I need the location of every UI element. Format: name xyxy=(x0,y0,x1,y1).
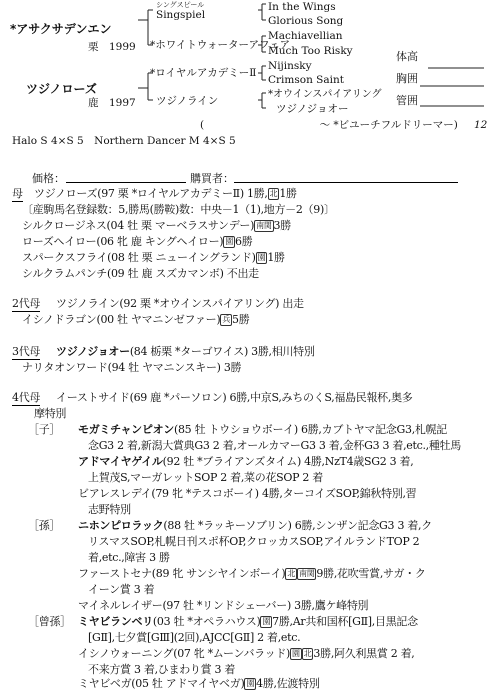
dam-line-2: シルクロージネス(04 牡 栗 マーベラスサンデー) 南関 3勝 xyxy=(22,219,291,232)
g2-line-0: ツジノライン(92 栗 *オウインスパイアリング) 出走 xyxy=(56,297,304,310)
g4-line-6: アドマイヤゲイル(92 牡 *ブライアンズタイム) 4勝,NzT4歳SG2 3 着, xyxy=(78,455,414,468)
dam-line-0: ツジノローズ(97 栗 *ロイヤルアカデミーⅡ) 1勝, 北 1勝 xyxy=(34,187,297,200)
sire-dam-name: *ホワイトウォーターアフェア xyxy=(150,39,290,51)
grandchildren-label: ［孫］ xyxy=(28,519,61,532)
sire-sire-name: Singspiel xyxy=(156,9,206,21)
g4-line-15: 着,etc.,障害 3 勝 xyxy=(88,551,170,564)
g4-line-10: 志野特別 xyxy=(88,503,131,516)
g3-5: Nijinsky xyxy=(268,60,312,72)
sire-info: 栗 1999 xyxy=(88,41,136,53)
g4-line-16: ファーストセナ(89 牝 サンシヤインボーイ) 北 南関 9勝,花吹雪賞,サガ・ク xyxy=(78,567,426,580)
inbreeding: Halo S 4×S 5 Northern Dancer M 4×S 5 xyxy=(12,135,236,147)
dam-info: 鹿 1997 xyxy=(88,97,136,109)
g3-7: *オウインスパイアリング xyxy=(268,89,382,100)
region-box: 北 xyxy=(303,649,312,658)
chest-label: 胸囲 xyxy=(396,72,418,85)
g2-tag: 2代母 xyxy=(12,297,41,310)
g3-8: ツジノジョオー xyxy=(276,103,349,115)
region-box: 北 xyxy=(269,189,278,198)
dam-line-5: シルクラムパンチ(09 牡 鹿 スズカマンボ) 不出走 xyxy=(22,267,259,280)
g4-tag: 4代母 xyxy=(12,391,41,404)
bottom-line: ( ～ *ビユーチフルドリーマー) xyxy=(200,119,458,131)
dam-dam-name: ツジノライン xyxy=(156,95,219,107)
g4-line-24: [GⅡ],七夕賞[GⅢ](2回),AJCC[GⅡ] 2 着,etc. xyxy=(88,631,301,644)
g4-line-18: イーン賞 3 着 xyxy=(88,583,155,596)
height-label: 体高 xyxy=(396,50,418,63)
great-grandchildren-label: ［曾孫］ xyxy=(28,615,71,628)
g2-line-1: イシノドラゴン(00 牡 ヤマニンゼファー) 兵 5勝 xyxy=(22,313,250,326)
buyer-label: 購買者： xyxy=(190,172,234,185)
dam-line-4: スパークスフライ(08 牡 栗 ニューイングランド) 園 1勝 xyxy=(22,251,285,264)
g3-4: Much Too Risky xyxy=(268,45,353,57)
region-box: 兵 xyxy=(222,315,231,324)
g4-line-9: ビアレスレデイ(79 牝 *テスコボーイ) 4勝,ターコイズSOP,錦秋特別,習 xyxy=(78,487,417,500)
buyer-field[interactable] xyxy=(234,182,458,183)
g4-line-8: 上賀茂S,マーガレットSOP 2 着,菜の花SOP 2 着 xyxy=(88,471,323,484)
g4-line-1: 摩特別 xyxy=(34,407,67,420)
g3-2: Glorious Song xyxy=(268,15,344,27)
g3-tag: 3代母 xyxy=(12,345,41,358)
dam-tag: 母 xyxy=(12,187,23,200)
dam-name: ツジノローズ xyxy=(26,82,97,96)
region-box: 南関 xyxy=(256,221,272,230)
region-box: 園 xyxy=(262,617,271,626)
cannon-label: 管囲 xyxy=(396,94,418,107)
family-number: 12 xyxy=(474,119,488,131)
price-field[interactable] xyxy=(66,182,186,183)
g3-3: Machiavellian xyxy=(268,30,343,42)
g4-line-28: ミヤビベガ(05 牡 アドマイヤベガ) 園 4勝,佐渡特別 xyxy=(78,677,320,690)
region-box: 園 xyxy=(292,649,300,658)
sire-name: *アサクサデンエン xyxy=(10,22,112,36)
g3-6: Crimson Saint xyxy=(268,74,344,86)
g4-line-21: ミヤビランベリ(03 牡 *オペラハウス) 園 7勝,Ar共和国杯[GⅡ],目黒記念 xyxy=(78,615,418,628)
region-box: 園 xyxy=(246,679,255,688)
region-box: 園 xyxy=(257,253,266,262)
g4-line-27: 不来方賞 3 着,ひまわり賞 3 着 xyxy=(88,663,236,676)
g4-line-0: イーストサイド(69 鹿 *パーソロン) 6勝,中京S,みちのくS,福島民報杯,奥多 xyxy=(56,391,413,404)
dam-sire-name: *ロイヤルアカデミーⅡ xyxy=(150,67,257,79)
region-box: 園 xyxy=(225,237,233,246)
g4-line-12: ニホンピロラック(88 牡 *ラッキーソブリン) 6勝,シンザン記念G3 3 着,ク xyxy=(78,519,432,532)
g3-1: In the Wings xyxy=(268,1,336,13)
g4-line-5: 念G3 2 着,新潟大賞典G3 2 着,オールカマーG3 3 着,金杯G3 3 着,etc.,種牡馬 xyxy=(88,439,461,452)
g3-line-0: ツジノジョオー(84 栃栗 *ターゴワイス) 3勝,相川特別 xyxy=(56,345,315,358)
g4-line-25: イシノウォーニング(07 牝 *ムーンバラッド) 園 北 3勝,阿久利黒賞 2 着, xyxy=(78,647,415,660)
children-label: ［子］ xyxy=(28,423,61,436)
g4-line-19: マイネルレイザー(97 牡 *リンドシェーバー) 3勝,鷹ケ峰特別 xyxy=(78,599,369,612)
sire-sire-kana: シングスピール xyxy=(156,1,205,9)
price-label: 価格： xyxy=(32,172,65,185)
region-box: 北 xyxy=(287,569,296,578)
g4-line-3: モガミチャンピオン(85 牡 トウショウボーイ) 6勝,カブトヤマ記念G3,札幌記 xyxy=(78,423,448,436)
dam-line-3: ローズヘイロー(06 牝 鹿 キングヘイロー) 園 6勝 xyxy=(22,235,253,248)
region-box: 南関 xyxy=(299,569,315,578)
g4-line-14: リスマスSOP,札幌日刊スポ杯OP,クロッカスSOP,アイルランドTOP 2 xyxy=(88,535,420,548)
g3-line-1: ナリタオンワード(94 牡 ヤマニンスキー) 3勝 xyxy=(22,361,242,374)
dam-line-1: 〔産駒馬名登録数：5,勝馬(勝鞍)数：中央－1（1),地方－2（9)〕 xyxy=(22,203,335,216)
